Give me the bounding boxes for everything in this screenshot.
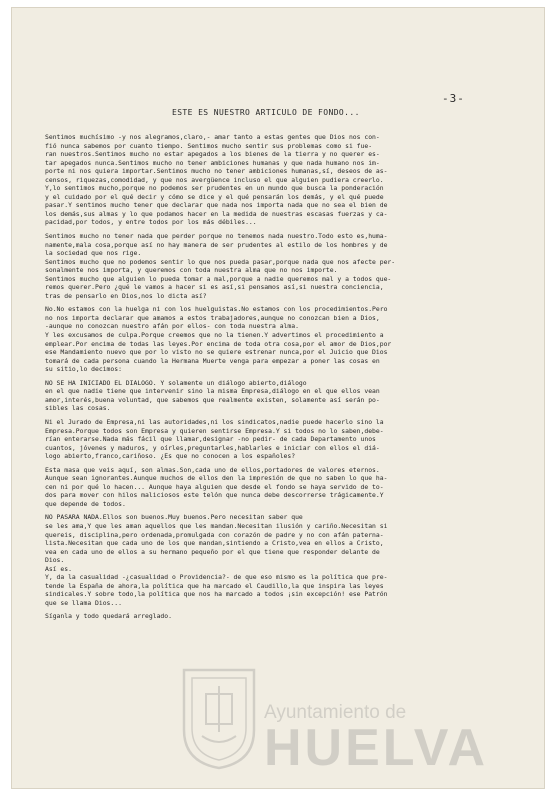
text-line: quereis, disciplina,pero ordenada,promulgada con corazón de padre y no con afán paterna- [45, 530, 384, 539]
text-line: ran nuestros.Sentimos mucho no estar apegados a los bienes de la tierra y no querer es- [45, 150, 380, 159]
text-line: Y,lo sentimos mucho,porque no podemos ser prudentes en un mundo que busca la ponderación [45, 184, 384, 193]
paragraph [45, 466, 525, 509]
text-line: que se llama Dios... [45, 598, 122, 607]
text-line: vea en cada uno de ellos a su hermano pequeño por el que tiene que responder delante de [45, 547, 380, 556]
watermark [180, 658, 532, 778]
text-line: tras de pensarlo en Dios,nos lo dicta así? [45, 291, 207, 300]
text-line: No.No estamos con la huelga ni con los huelguistas.No estamos con los procedimientos.Pero [45, 305, 388, 314]
text-line: Dios. [45, 556, 65, 565]
text-line: rían enterarse.Nada más fácil que llamar,designar -no pedir- de cada Departamento unos [45, 435, 376, 444]
text-line: Aunque sean ignorantes.Aunque muchos de ellos den la impresión de que no saben lo que ha- [45, 474, 388, 483]
text-line: dos para mover con hilos maliciosos este telón que nunca debe descorrerse trágicamente.Y [45, 491, 384, 500]
text-line: cen ni por qué lo hacen... Aunque haya alguien que desde el fondo se haya servido de to- [45, 482, 384, 491]
paragraph [45, 232, 525, 300]
text-line: emplear.Por encima de todas las leyes.Por encima de toda otra cosa,por el amor de Dios,por [45, 339, 392, 348]
paragraph [45, 305, 525, 373]
text-line: logo abierto,franco,cariñoso. ¿Es que no conocen a los españoles? [45, 452, 296, 461]
text-line: ese Mandamiento nuevo que por lo visto no se quiere estrenar nunca,por el Juicio que Dios [45, 348, 388, 357]
text-line: su sitio,lo decimos: [45, 365, 122, 374]
text-line: porte ni nos quiera importar.Sentimos mucho no tener ambiciones humanas,sí, deseos de as- [45, 167, 388, 176]
text-line: tomará de cada persona cuando la Hermana Muerte venga para empezar a poner las cosas en [45, 356, 380, 365]
text-line: amor,interés,buena voluntad, que sabemos que realmente existen, solamente así serán po- [45, 395, 380, 404]
text-line: namente,mala cosa,porque así no hay manera de ser prudentes al estilo de los hombres y de [45, 240, 388, 249]
paragraph [45, 612, 525, 621]
text-line: Esta masa que veis aquí, son almas.Son,cada uno de ellos,portadores de valores eternos. [45, 465, 380, 474]
text-line: la sociedad que nos rige. [45, 249, 142, 258]
text-line: remos querer.Pero ¿qué le vamos a hacer si es así,si pensamos así,si nuestra conciencia, [45, 283, 384, 292]
text-line: pasar.Y sentimos mucho tener que declarar que nada nos importa nada que no sea el bien de [45, 201, 388, 210]
text-line: Empresa.Porque todos son Empresa y quieren sentirse Empresa.Y si todos no lo saben,debe- [45, 426, 384, 435]
watermark-text-line2: HUELVA [264, 719, 489, 777]
watermark-text-line1: Ayuntamiento de [264, 702, 407, 723]
article-body [45, 133, 525, 626]
text-line: tar apegados nunca.Sentimos mucho no tener ambiciones humanas y que nada humano nos im- [45, 158, 380, 167]
text-line: lista.Necesitan que cada uno de los que mandan,sintiendo a Cristo,vea en ellos a Cristo, [45, 539, 384, 548]
text-line: -aunque no conozcan nuestro afán por ellos- con toda nuestra alma. [45, 322, 299, 331]
text-line: Sentimos mucho que alguien lo pueda tomar a mal,porque a nadie queremos mal y a todos que- [45, 274, 392, 283]
text-line: y el cuidado por el qué decir y cómo se dice y el qué pensarán los demás, y el qué puede [45, 192, 384, 201]
text-line: Ni el Jurado de Empresa,ni las autoridades,ni los sindicatos,nadie puede hacerlo sino la [45, 417, 384, 426]
paragraph [45, 133, 525, 227]
text-line: sibles las cosas. [45, 404, 111, 413]
text-line: sonalmente nos importa, y queremos con toda nuestra alma que no nos importe. [45, 266, 338, 275]
text-line: NO PASARA NADA.Ellos son buenos.Muy buenos.Pero necesitan saber que [45, 513, 303, 522]
text-line: no nos importa declarar que amamos a estos trabajadores,aunque no conozcan bien a Dios, [45, 313, 380, 322]
text-line: pacidad,por todos, y entre todos por los más débiles... [45, 218, 257, 227]
text-line: se les ama,Y que les aman aquellos que les mandan.Necesitan ilusión y cariño.Necesitan si [45, 521, 388, 530]
text-line: Sentimos mucho no tener nada que perder porque no tenemos nada nuestro.Todo esto es,huma- [45, 232, 388, 241]
text-line: fió nunca sabemos por cuanto tiempo. Sentimos mucho sentir sus problemas como si fue- [45, 141, 373, 150]
paragraph [45, 379, 525, 413]
text-line: sindicales.Y sobre todo,la política que nos ha marcado a todos ¡sin excepción! ese Patrón [45, 590, 388, 599]
text-line: que depende de todos. [45, 499, 126, 508]
article-heading: ESTE ES NUESTRO ARTICULO DE FONDO... [172, 108, 360, 117]
text-line: Así es. [45, 564, 72, 573]
crest-seal-icon [180, 666, 258, 770]
text-line: Sentimos muchísimo -y nos alegramos,claro,- amar tanto a estas gentes que Dios nos con- [45, 133, 380, 141]
text-line: en el que nadie tiene que intervenir sino la misma Empresa,diálogo en el que ellos vean [45, 387, 380, 396]
text-line: cuantos, jóvenes y maduros, y oírles,preguntarles,hablarles e iniciar con ellos el diá- [45, 443, 380, 452]
text-line: Y les excusamos de culpa.Porque creemos que no la tienen.Y advertimos el procedimiento a [45, 331, 384, 340]
paragraph [45, 513, 525, 607]
text-line: Síganla y todo quedará arreglado. [45, 612, 172, 621]
text-line: Y, da la casualidad -¿casualidad o Providencia?- de que eso mismo es la política que pre- [45, 573, 388, 582]
text-line: censos, riquezas,comodidad, y que nos avergüence incluso el que alguien pudiera creerlo. [45, 175, 384, 184]
text-line: NO SE HA INICIADO EL DIALOGO. Y solamente un diálogo abierto,diálogo [45, 378, 307, 387]
text-line: Sentimos mucho que no podemos sentir lo que nos pueda pasar,porque nada que nos afecte per- [45, 257, 396, 266]
text-line: tende la España de ahora,la política que ha marcado el Caudillo,la que inspira las leyes [45, 581, 384, 590]
text-line: los demás,sus almas y lo que podamos hacer en la medida de nuestras escasas fuerzas y ca- [45, 209, 388, 218]
page-number: -3- [442, 92, 465, 105]
document-sheet [12, 8, 544, 788]
paragraph [45, 418, 525, 461]
